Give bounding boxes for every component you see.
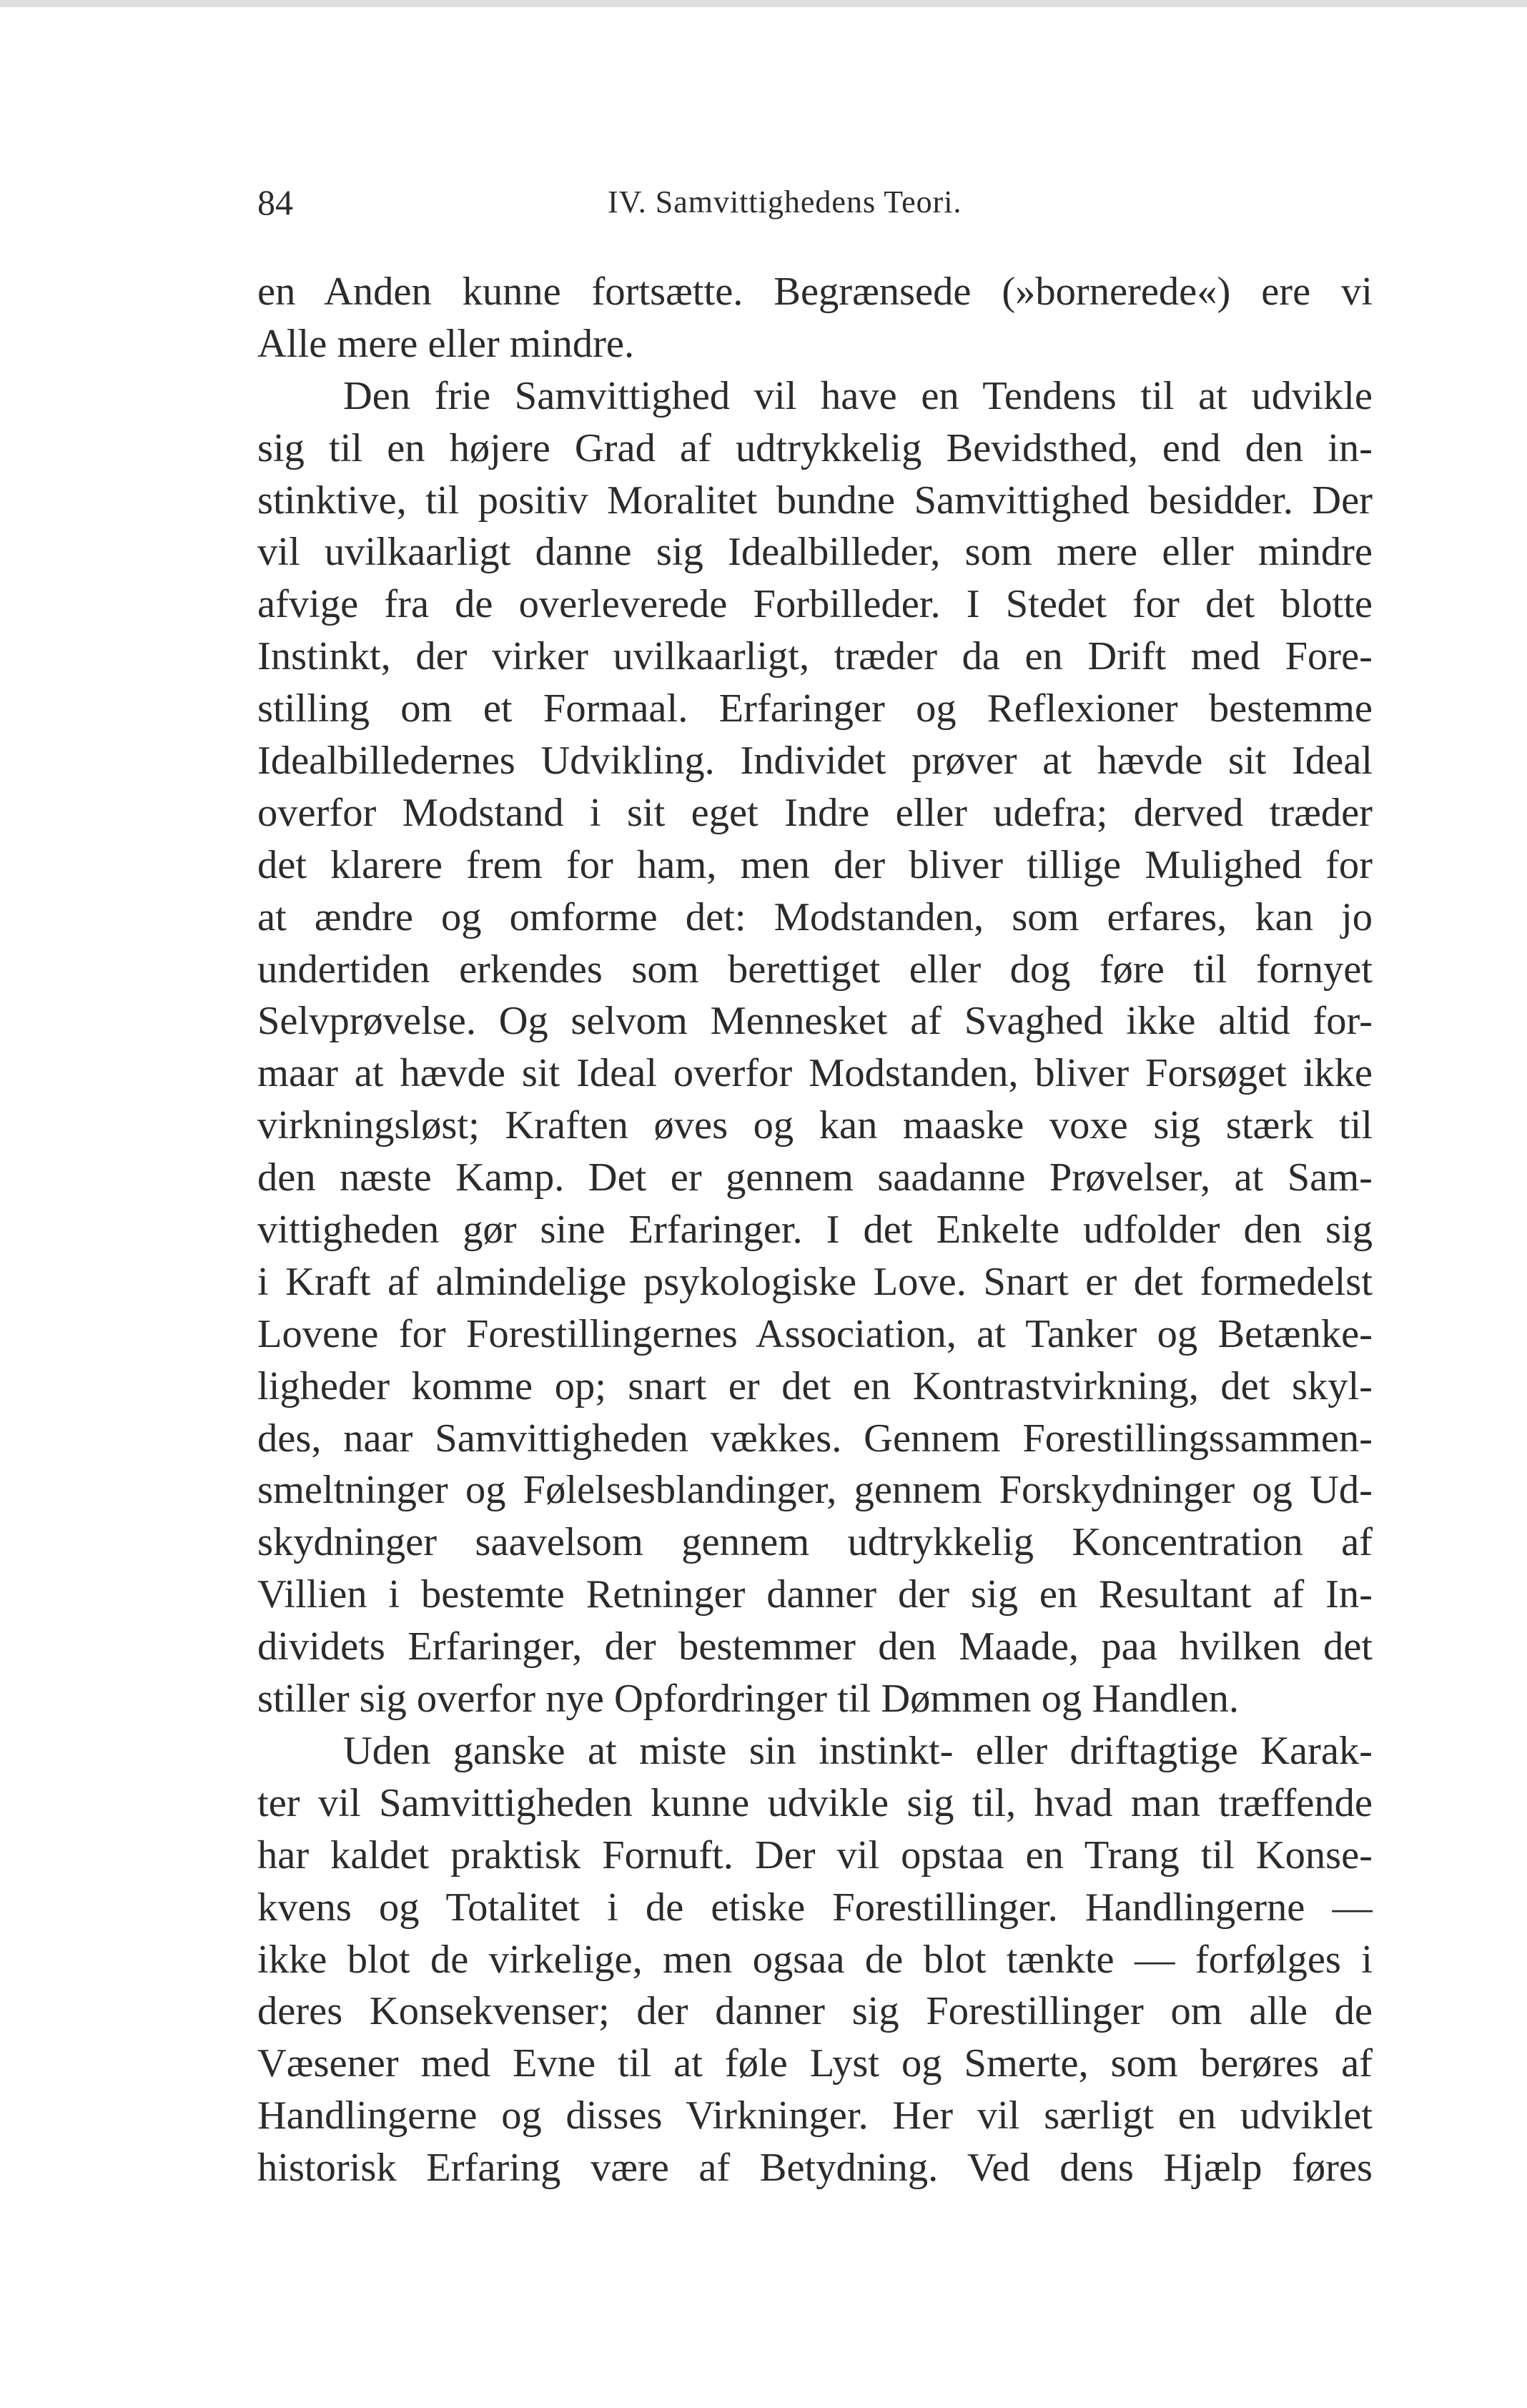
text-line: smeltninger og Følelsesblandinger, gennem Forskydninger og Ud- <box>257 1468 1373 1513</box>
text-line: skydninger saavelsom gennem udtrykkelig Koncentration af <box>257 1520 1373 1565</box>
text-line: des, naar Samvittigheden vækkes. Gennem Forestillingssammen- <box>257 1416 1373 1461</box>
text-line: Alle mere eller mindre. <box>257 321 635 366</box>
text-line: ligheder komme op; snart er det en Kontrastvirkning, det skyl- <box>257 1363 1373 1408</box>
text-line: Uden ganske at miste sin instinkt- eller driftagtige Karak- <box>343 1728 1373 1773</box>
text-line: virkningsløst; Kraften øves og kan maaske voxe sig stærk til <box>257 1103 1373 1148</box>
text-line: Væsener med Evne til at føle Lyst og Smerte, som berøres af <box>257 2041 1373 2086</box>
text-line: Handlingerne og disses Virkninger. Her vil særligt en udviklet <box>257 2093 1373 2138</box>
text-line: stilling om et Formaal. Erfaringer og Reflexioner bestemme <box>257 686 1373 731</box>
text-line: Instinkt, der virker uvilkaarligt, træder da en Drift med Fore- <box>257 634 1373 679</box>
text-line: Villien i bestemte Retninger danner der sig en Resultant af In- <box>257 1572 1373 1617</box>
text-line: i Kraft af almindelige psykologiske Love. Snart er det formedelst <box>257 1259 1373 1304</box>
text-line: det klarere frem for ham, men der bliver tillige Mulighed for <box>257 842 1373 887</box>
text-line: historisk Erfaring være af Betydning. Ved dens Hjælp føres <box>257 2146 1373 2191</box>
text-line: har kaldet praktisk Fornuft. Der vil opstaa en Trang til Konse- <box>257 1832 1373 1877</box>
text-line: kvens og Totalitet i de etiske Forestillinger. Handlingerne — <box>257 1885 1373 1930</box>
running-title: IV. Samvittighedens Teori. <box>608 184 962 219</box>
text-line: undertiden erkendes som berettiget eller dog føre til fornyet <box>257 947 1373 992</box>
text-line: overfor Modstand i sit eget Indre eller udefra; derved træder <box>257 790 1373 835</box>
text-line: stiller sig overfor nye Opfordringer til Dømmen og Handlen. <box>257 1677 1239 1722</box>
text-line: maar at hævde sit Ideal overfor Modstanden, bliver Forsøget ikke <box>257 1051 1373 1096</box>
text-line: sig til en højere Grad af udtrykkelig Bevidsthed, end den in- <box>257 425 1373 470</box>
text-line: vittigheden gør sine Erfaringer. I det Enkelte udfolder den sig <box>257 1208 1373 1253</box>
body-text <box>257 266 1373 2194</box>
page-header <box>257 177 1373 227</box>
text-line: deres Konsekvenser; der danner sig Forestillinger om alle de <box>257 1989 1373 2034</box>
text-line: den næste Kamp. Det er gennem saadanne Prøvelser, at Sam- <box>257 1155 1373 1200</box>
text-line: Idealbilledernes Udvikling. Individet prøver at hævde sit Ideal <box>257 739 1373 784</box>
text-line: afvige fra de overleverede Forbilleder. I Stedet for det blotte <box>257 582 1373 627</box>
page-number: 84 <box>257 182 293 222</box>
text-line: vil uvilkaarligt danne sig Idealbilleder, som mere eller mindre <box>257 530 1373 575</box>
text-line: Selvprøvelse. Og selvom Mennesket af Svaghed ikke altid for- <box>257 999 1373 1044</box>
text-line: ter vil Samvittigheden kunne udvikle sig til, hvad man træffende <box>257 1780 1373 1825</box>
text-line: ikke blot de virkelige, men ogsaa de blot tænkte — forfølges i <box>257 1937 1373 1982</box>
text-line: Den frie Samvittighed vil have en Tendens til at udvikle <box>343 373 1373 418</box>
text-line: dividets Erfaringer, der bestemmer den Maade, paa hvilken det <box>257 1624 1373 1669</box>
text-line: Lovene for Forestillingernes Association, at Tanker og Betænke- <box>257 1311 1373 1356</box>
text-line: at ændre og omforme det: Modstanden, som erfares, kan jo <box>257 894 1373 939</box>
text-line: en Anden kunne fortsætte. Begrænsede (»bornerede«) ere vi <box>257 270 1373 314</box>
text-line: stinktive, til positiv Moralitet bundne Samvittighed besidder. Der <box>257 478 1373 523</box>
